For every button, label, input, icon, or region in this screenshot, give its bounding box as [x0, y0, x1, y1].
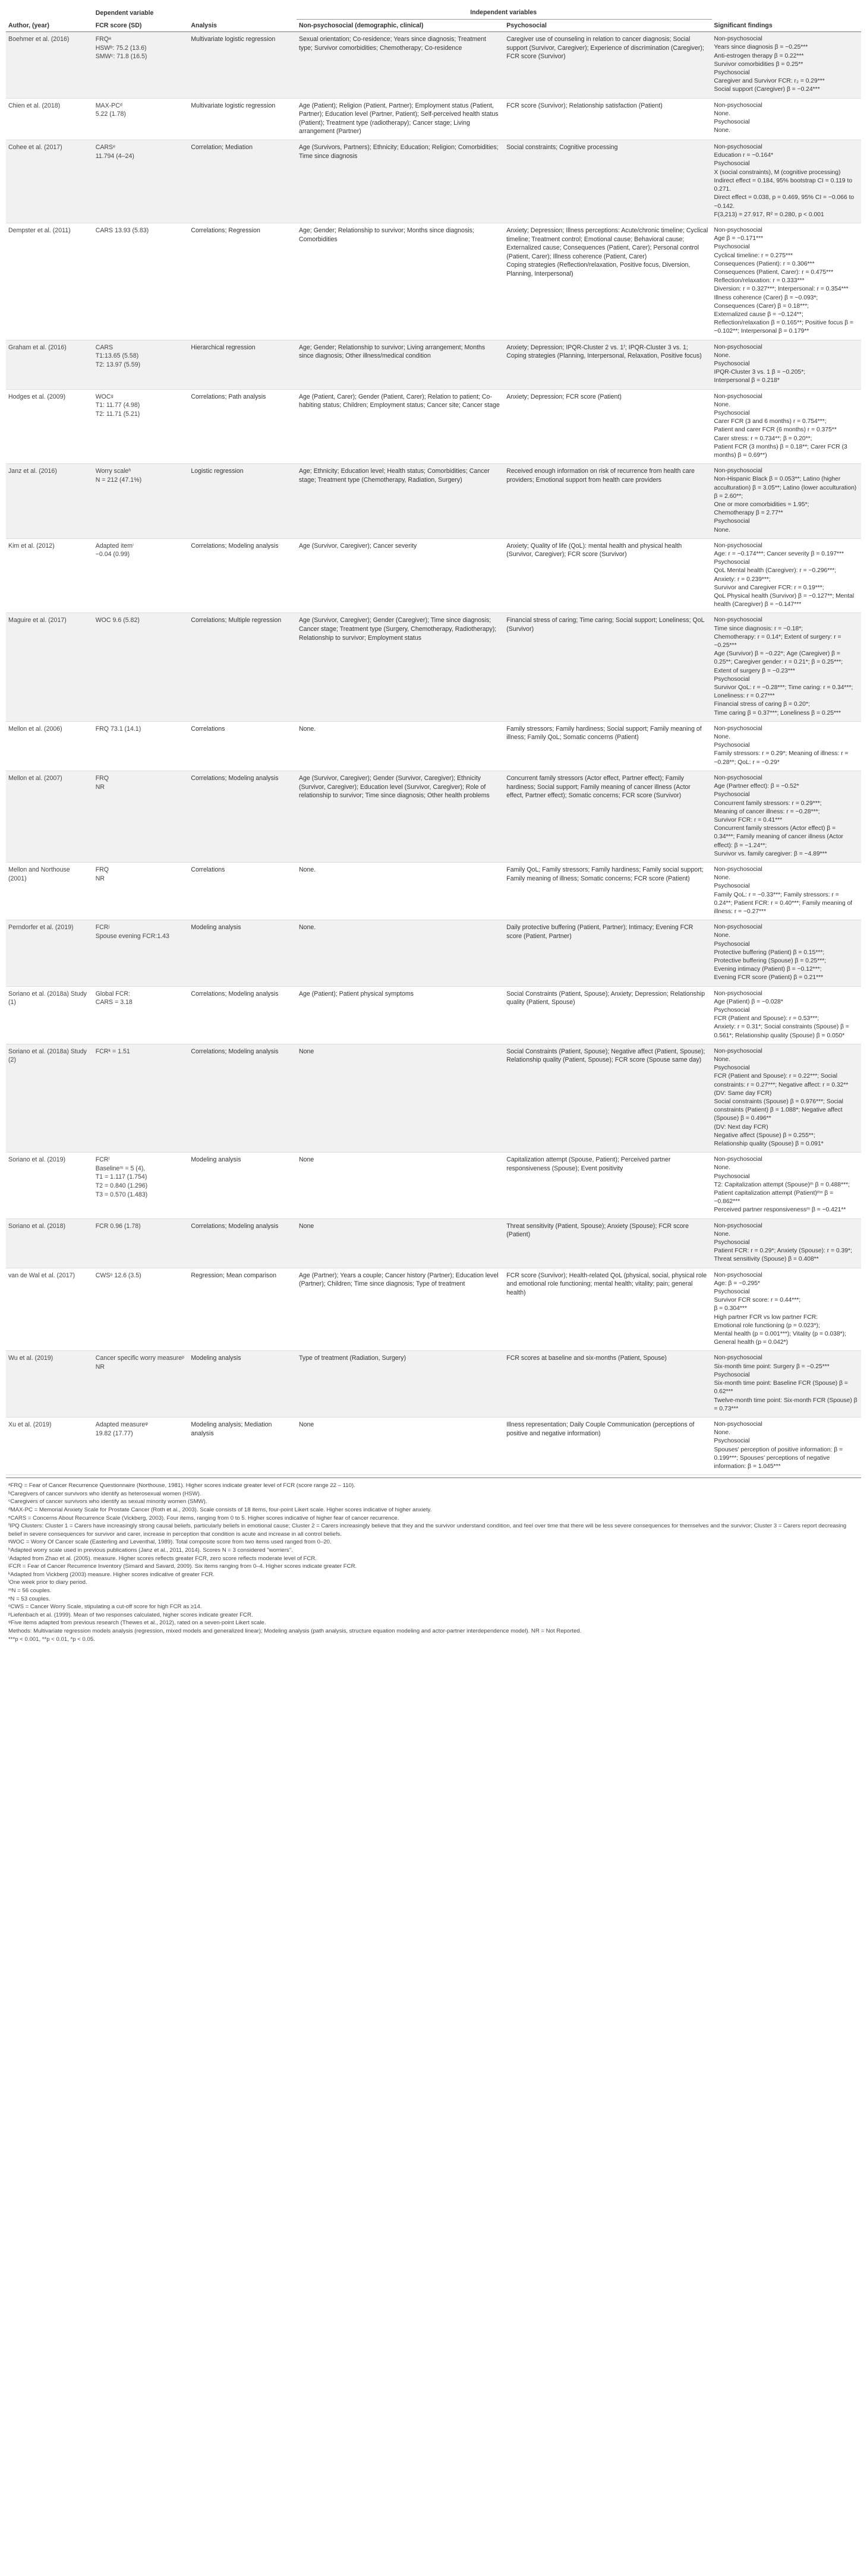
significant-findings-cell: Non-psychosocial None. Psychosocial Patient FCR: r = 0.29*; Anxiety (Spouse): r = 0.39*; Threat sensitivity (Spouse) β = 0.408**: [712, 1218, 862, 1268]
study-author-cell: Soriano et al. (2018a) Study (2): [6, 1044, 93, 1152]
study-author-cell: van de Wal et al. (2017): [6, 1268, 93, 1351]
study-author-cell: Dempster et al. (2011): [6, 223, 93, 340]
nonpsychosocial-variables-cell: None.: [297, 862, 504, 920]
nonpsychosocial-variables-cell: Age (Survivor, Caregiver); Cancer severity: [297, 538, 504, 613]
header-psychosocial: Psychosocial: [504, 19, 711, 32]
significant-findings-cell: Non-psychosocial None. Psychosocial Carer FCR (3 and 6 months) r = 0.754***; Patient and carer FCR (6 months) r = 0.375** Carer stress: r = 0.734**; β = 0.20**; Patient FCR (3 months) β = 0.18**; Carer FCR (3 months) β = 0.69**): [712, 389, 862, 464]
psychosocial-variables-cell: Anxiety; Quality of life (QoL): mental health and physical health (Survivor, Caregiver); FCR score (Survivor): [504, 538, 711, 613]
analysis-cell: Modeling analysis: [188, 920, 297, 986]
nonpsychosocial-variables-cell: Sexual orientation; Co-residence; Years since diagnosis; Treatment type; Survivor comorbidities; Chemotherapy; Co-residence: [297, 32, 504, 98]
significant-findings-cell: Non-psychosocial Time since diagnosis: r = −0.18*; Chemotherapy: r = 0.14*; Extent of surgery: r = −0.25*** Age (Survivor) β = −0.22*; Age (Caregiver) β = 0.25**; Caregiver gender: r = 0.21*; β = 0.25***; Extent of surgery β = −0.23*** Psychosocial Survivor QoL: r = −0.28***; Time caring: r = 0.34***; Loneliness: r = 0.27*** Financial stress of caring β = 0.20*; Time caring β = 0.37***; Loneliness β = 0.25***: [712, 613, 862, 721]
study-author-cell: Xu et al. (2019): [6, 1417, 93, 1475]
significant-findings-cell: Non-psychosocial Age: r = −0.174***; Cancer severity β = 0.197*** Psychosocial QoL Mental health (Caregiver): r = −0.296***; Anxiety: r = 0.239***; Survivor and Caregiver FCR: r = 0.19***; QoL Physical health (Survivor) β = −0.127**; Mental health (Caregiver) β = −0.147***: [712, 538, 862, 613]
analysis-cell: Hierarchical regression: [188, 340, 297, 389]
footnote: ᵃFRQ = Fear of Cancer Recurrence Questionnaire (Northouse, 1981). Higher scores indicate greater level of FCR (score range 22 – 110).: [8, 1482, 355, 1489]
fcr-score-cell: Worry scaleʰ N = 212 (47.1%): [93, 464, 189, 539]
nonpsychosocial-variables-cell: None: [297, 1044, 504, 1152]
nonpsychosocial-variables-cell: None: [297, 1218, 504, 1268]
significant-findings-cell: Non-psychosocial None. Psychosocial None.: [712, 98, 862, 140]
header-analysis-spacer: [188, 5, 297, 19]
significant-findings-cell: Non-psychosocial None. Psychosocial Protective buffering (Patient) β = 0.15***; Protective buffering (Spouse) β = 0.25***; Evening intimacy (Patient) β = −0.12***; Evening FCR score (Patient) β = 0.21***: [712, 920, 862, 986]
table-row: [6, 986, 861, 1044]
footnote: ᵍWOC = Worry Of Cancer scale (Easterling and Leventhal, 1989). Total composite score from two items used ranged from 0–20.: [8, 1539, 332, 1546]
table-row: [6, 340, 861, 389]
fcr-score-cell: FCR 0.96 (1.78): [93, 1218, 189, 1268]
fcr-score-cell: FCRˡ Baselineᵐ = 5 (4), T1 = 1.117 (1.754) T2 = 0.840 (1.296) T3 = 0.570 (1.483): [93, 1153, 189, 1218]
study-author-cell: Soriano et al. (2018): [6, 1218, 93, 1268]
footnote: ʰAdapted worry scale used in previous publications (Janz et al., 2011, 2014). Scores N = 3 considered "worriers".: [8, 1547, 293, 1554]
nonpsychosocial-variables-cell: Age (Patient, Carer); Gender (Patient, Carer); Relation to patient; Co-habiting status; Children; Employment status; Cancer site; Cancer stage: [297, 389, 504, 464]
footnote: ⁱAdapted from Zhao et al. (2005). measure. Higher scores reflects greater FCR, zero score reflects moderate level of FCR.: [8, 1555, 317, 1562]
footnote: ˡOne week prior to diary period.: [8, 1579, 87, 1586]
significant-findings-cell: Non-psychosocial None. Psychosocial FCR (Patient and Spouse): r = 0.22***; Social constraints: r = 0.27***; Negative affect: r = 0.32** (DV: Same day FCR) Social constraints (Spouse) β = 0.976***; Social constraints (Patient) β = 1.088*; Negative affect (Spouse) β = 0.496** (DV: Next day FCR) Negative affect (Spouse) β = 0.255**; Relationship quality (Spouse) β = 0.091*: [712, 1044, 862, 1152]
nonpsychosocial-variables-cell: Age; Gender; Relationship to survivor; Living arrangement; Months since diagnosis; Other illness/medical condition: [297, 340, 504, 389]
table-row: [6, 613, 861, 721]
footnote: ʲFCR = Fear of Cancer Recurrence Inventory (Simard and Savard, 2009). Six items ranging from 0–4. Higher scores indicate greater FCR.: [8, 1563, 357, 1570]
significant-findings-cell: Non-psychosocial None. Psychosocial Spouses' perception of positive information: β = 0.199***; Spouses' perceptions of negative information: β = 1.045***: [712, 1417, 862, 1475]
analysis-cell: Correlations; Regression: [188, 223, 297, 340]
study-author-cell: Kim et al. (2012): [6, 538, 93, 613]
table-row: [6, 862, 861, 920]
psychosocial-variables-cell: Daily protective buffering (Patient, Partner); Intimacy; Evening FCR score (Patient, Partner): [504, 920, 711, 986]
fcr-score-cell: CARSᵉ 11.794 (4–24): [93, 140, 189, 223]
analysis-cell: Regression; Mean comparison: [188, 1268, 297, 1351]
significant-findings-cell: Non-psychosocial Non-Hispanic Black β = 0.053**; Latino (higher acculturation) β = 3.05**; Latino (lower acculturation) β = 2.60**; One or more comorbidities = 1.95*; Chemotherapy β = 2.77** Psychosocial None.: [712, 464, 862, 539]
study-author-cell: Cohee et al. (2017): [6, 140, 93, 223]
footnote: ⁿN = 53 couples.: [8, 1595, 51, 1602]
nonpsychosocial-variables-cell: None: [297, 1153, 504, 1218]
nonpsychosocial-variables-cell: Age; Ethnicity; Education level; Health status; Comorbidities; Cancer stage; Treatment type (Chemotherapy, Radiation, Surgery): [297, 464, 504, 539]
analysis-cell: Correlation; Mediation: [188, 140, 297, 223]
analysis-cell: Correlations; Modeling analysis: [188, 1218, 297, 1268]
analysis-cell: Correlations; Modeling analysis: [188, 1044, 297, 1152]
header-nonpsychosocial: Non-psychosocial (demographic, clinical): [297, 19, 504, 32]
fcr-score-cell: FCRʲ Spouse evening FCR:1.43: [93, 920, 189, 986]
fcr-score-cell: CARS 13.93 (5.83): [93, 223, 189, 340]
table-row: [6, 98, 861, 140]
significant-findings-cell: Non-psychosocial Education r = −0.164* Psychosocial X (social constraints), M (cognitive processing) Indirect effect = 0.184, 95% bootstrap CI = 0.119 to 0.271. Direct effect = 0.038, p = 0.469, 95% CI = −0.066 to −0.142. F(3,213) = 27.917, R² = 0.280, p < 0.001: [712, 140, 862, 223]
psychosocial-variables-cell: Family QoL; Family stressors; Family hardiness; Family social support; Family meaning of illness; Somatic concerns; FCR score (Patient): [504, 862, 711, 920]
significant-findings-cell: Non-psychosocial Six-month time point: Surgery β = −0.25*** Psychosocial Six-month time point: Baseline FCR (Spouse) β = 0.62*** Twelve-month time point: Six-month FCR (Spouse) β = 0.73***: [712, 1351, 862, 1417]
psychosocial-variables-cell: Social Constraints (Patient, Spouse); Anxiety; Depression; Relationship quality (Patient, Spouse): [504, 986, 711, 1044]
nonpsychosocial-variables-cell: Age (Patient); Religion (Patient, Partner); Employment status (Patient, Partner); Education level (Partner, Patient); Self-perceived health status (Patient); Treatment type (radiotherapy); Cancer stage; Living arrangement (Partner): [297, 98, 504, 140]
study-author-cell: Soriano et al. (2018a) Study (1): [6, 986, 93, 1044]
footnote: ᶜCaregivers of cancer survivors who identify as sexual minority women (SMW).: [8, 1498, 207, 1505]
psychosocial-variables-cell: Financial stress of caring; Time caring; Social support; Loneliness; QoL (Survivor): [504, 613, 711, 721]
document-page: [6, 0, 861, 1649]
table-row: [6, 32, 861, 98]
header-findings-spacer: [712, 5, 862, 19]
study-author-cell: Chien et al. (2018): [6, 98, 93, 140]
analysis-cell: Correlations; Modeling analysis: [188, 771, 297, 862]
study-author-cell: Janz et al. (2016): [6, 464, 93, 539]
psychosocial-variables-cell: Social Constraints (Patient, Spouse); Negative affect (Patient, Spouse); Relationship quality (Patient, Spouse); FCR score (Spouse same day): [504, 1044, 711, 1152]
table-row: [6, 1351, 861, 1417]
nonpsychosocial-variables-cell: Age (Survivor, Caregiver); Gender (Survivor, Caregiver); Ethnicity (Survivor, Caregiver); Education level (Survivor, Caregiver); Role of relationship to survivor; Time since diagnosis; Other health problems: [297, 771, 504, 862]
study-author-cell: Boehmer et al. (2016): [6, 32, 93, 98]
analysis-cell: Multivariate logistic regression: [188, 32, 297, 98]
significant-findings-cell: Non-psychosocial None. Psychosocial T2: Capitalization attempt (Spouse)ᵐ β = 0.488***; Patient capitalization attempt (Patient)ᵐⁿ β = −0.862*** Perceived partner responsivenessᵐ β = −0.421**: [712, 1153, 862, 1218]
significant-findings-cell: Non-psychosocial None. Psychosocial IPQR-Cluster 3 vs. 1 β = −0.205*; Interpersonal β = 0.218*: [712, 340, 862, 389]
header-author: Author, (year): [6, 19, 93, 32]
table-row: [6, 1268, 861, 1351]
study-author-cell: Mellon et al. (2007): [6, 771, 93, 862]
nonpsychosocial-variables-cell: Age (Survivor, Caregiver); Gender (Caregiver); Time since diagnosis; Cancer stage; Treatment type (Surgery, Chemotherapy, Radiotherapy); Relationship to survivor; Employment status: [297, 613, 504, 721]
footnote: ***p < 0.001, **p < 0.01, *p < 0.05.: [8, 1636, 95, 1643]
fcr-studies-table: [6, 5, 861, 1475]
analysis-cell: Correlations; Multiple regression: [188, 613, 297, 721]
table-row: [6, 223, 861, 340]
significant-findings-cell: Non-psychosocial Age β = −0.171*** Psychosocial Cyclical timeline: r = 0.275*** Consequences (Patient): r = 0.306*** Consequences (Patient, Carer): r = 0.475*** Reflection/relaxation: r = 0.333*** Diversion: r = 0.327***; Interpersonal: r = 0.354*** Illness coherence (Carer) β = −0.093*; Consequences (Carer) β = 0.18***; Externalized cause β = −0.124**; Reflection/relaxation β = 0.165**; Positive focus β = −0.102**; Interpersonal β = 0.179**: [712, 223, 862, 340]
analysis-cell: Multivariate logistic regression: [188, 98, 297, 140]
footnote: ᵉCARS = Concerns About Recurrence Scale (Vickberg, 2003). Four items, ranging from 0 to 5. Higher scores indicative of higher fear of cancer recurrence.: [8, 1514, 399, 1521]
nonpsychosocial-variables-cell: None: [297, 1417, 504, 1475]
analysis-cell: Correlations; Modeling analysis: [188, 986, 297, 1044]
header-row-columns: [6, 19, 861, 32]
footnote: ᵇCaregivers of cancer survivors who identify as heterosexual women (HSW).: [8, 1490, 201, 1497]
significant-findings-cell: Non-psychosocial Age (Patient) β = −0.028* Psychosocial FCR (Patient and Spouse): r = 0.53***; Anxiety: r = 0.31*; Social constraints (Spouse) β = 0.561*; Relationship quality (Spouse) β = 0.050*: [712, 986, 862, 1044]
analysis-cell: Modeling analysis: [188, 1351, 297, 1417]
table-row: [6, 1153, 861, 1218]
fcr-score-cell: FRQᵃ HSWᵇ: 75.2 (13.6) SMWᶜ: 71.8 (16.5): [93, 32, 189, 98]
study-author-cell: Perndorfer et al. (2019): [6, 920, 93, 986]
study-author-cell: Maguire et al. (2017): [6, 613, 93, 721]
footnote: ᵐN = 56 couples.: [8, 1587, 52, 1595]
nonpsychosocial-variables-cell: Age; Gender; Relationship to survivor; Months since diagnosis; Comorbidities: [297, 223, 504, 340]
fcr-score-cell: WOC 9.6 (5.82): [93, 613, 189, 721]
significant-findings-cell: Non-psychosocial Age (Partner effect): β = −0.52* Psychosocial Concurrent family stressors: r = 0.29***; Meaning of cancer illness: r = −0.28***; Survivor FCR: r = 0.41*** Concurrent family stressors (Actor effect) β = 0.34***; Family meaning of cancer illness (Actor effect): β = −1.24**; Survivor vs. family caregiver: β = −4.89***: [712, 771, 862, 862]
header-dependent-group: Dependent variable: [95, 9, 154, 17]
fcr-score-cell: FRQ NR: [93, 862, 189, 920]
footnote: ᵖLiefenbach et al. (1999). Mean of two responses calculated, higher scores indicate greater FCR.: [8, 1611, 253, 1618]
nonpsychosocial-variables-cell: Type of treatment (Radiation, Surgery): [297, 1351, 504, 1417]
study-author-cell: Mellon and Northouse (2001): [6, 862, 93, 920]
table-header: [6, 5, 861, 32]
table-body: [6, 32, 861, 1475]
psychosocial-variables-cell: Anxiety; Depression; Illness perceptions: Acute/chronic timeline; Cyclical timeline; Treatment control; Emotional cause; Behavioral cause; Externalized cause; Consequences (Patient, Carer); Personal control (Patient, Carer); Illness coherence (Patient, Carer) Coping strategies (Reflection/relaxation, Positive focus, Diversion, Planning, Interpersonal): [504, 223, 711, 340]
study-author-cell: Hodges et al. (2009): [6, 389, 93, 464]
significant-findings-cell: Non-psychosocial None. Psychosocial Family QoL: r = −0.33***; Family stressors: r = 0.24**; Patient FCR: r = 0.40***; Family meaning of illness: r = −0.27***: [712, 862, 862, 920]
psychosocial-variables-cell: Threat sensitivity (Patient, Spouse); Anxiety (Spouse); FCR score (Patient): [504, 1218, 711, 1268]
analysis-cell: Correlations: [188, 862, 297, 920]
fcr-score-cell: Cancer specific worry measureᵖ NR: [93, 1351, 189, 1417]
psychosocial-variables-cell: Family stressors; Family hardiness; Social support; Family meaning of illness; Family QoL; Somatic concerns (Patient): [504, 721, 711, 771]
footnote: ᵠFive items adapted from previous research (Thewes et al., 2012), rated on a seven-point Likert scale.: [8, 1620, 266, 1627]
psychosocial-variables-cell: Anxiety; Depression; IPQR-Cluster 2 vs. 1ᶠ; IPQR-Cluster 3 vs. 1; Coping strategies (Planning, Interpersonal, Relaxation, Positive focus): [504, 340, 711, 389]
psychosocial-variables-cell: Social constraints; Cognitive processing: [504, 140, 711, 223]
table-row: [6, 920, 861, 986]
footnote: ᵏAdapted from Vickberg (2003) measure. Higher scores indicative of greater FCR.: [8, 1571, 215, 1578]
fcr-score-cell: FRQ NR: [93, 771, 189, 862]
table-footnotes: [6, 1478, 861, 1649]
footnote: Methods: Multivariate regression models analysis (regression, mixed models and generalized linear); Modeling analysis (path analysis, structure equation modeling and actor-partner interdependence model). NR = Not Reported.: [8, 1628, 582, 1635]
fcr-score-cell: FRQ 73.1 (14.1): [93, 721, 189, 771]
psychosocial-variables-cell: Capitalization attempt (Spouse, Patient); Perceived partner responsiveness (Spouse); Event positivity: [504, 1153, 711, 1218]
significant-findings-cell: Non-psychosocial None. Psychosocial Family stressors: r = 0.29*; Meaning of illness: r = −0.28**; QoL: r = −0.29*: [712, 721, 862, 771]
analysis-cell: Correlations: [188, 721, 297, 771]
study-author-cell: Graham et al. (2016): [6, 340, 93, 389]
psychosocial-variables-cell: FCR scores at baseline and six-months (Patient, Spouse): [504, 1351, 711, 1417]
footnote: ᵒCWS = Cancer Worry Scale, stipulating a cut-off score for high FCR as ≥14.: [8, 1603, 202, 1611]
psychosocial-variables-cell: Received enough information on risk of recurrence from health care providers; Emotional support from health care providers: [504, 464, 711, 539]
study-author-cell: Wu et al. (2019): [6, 1351, 93, 1417]
significant-findings-cell: Non-psychosocial Years since diagnosis β = −0.25*** Anti-estrogen therapy β = 0.22*** Survivor comorbidities β = 0.25** Psychosocial Caregiver and Survivor FCR: r₂ = 0.29*** Social support (Caregiver) β = −0.24***: [712, 32, 862, 98]
footnote: ᶠIPQ Clusters: Cluster 1 = Carers have increasingly strong causal beliefs, particularly beliefs in emotional cause; Cluster 2 = Carers increasingly believe that they and the survivor understand condition, and feel over time that there will be less severe consequences for themselves and the survivor; Cluster 3 = Carers report decreasing belief in severe consequences for survivor and carer, increase in perception that condition is acute and increase in all control beliefs.: [8, 1523, 847, 1538]
table-row: [6, 1417, 861, 1475]
header-row-group: [6, 5, 861, 19]
psychosocial-variables-cell: Illness representation; Daily Couple Communication (perceptions of positive and negative information): [504, 1417, 711, 1475]
study-author-cell: Mellon et al. (2006): [6, 721, 93, 771]
table-row: [6, 140, 861, 223]
table-row: [6, 771, 861, 862]
study-author-cell: Soriano et al. (2019): [6, 1153, 93, 1218]
fcr-score-cell: Adapted measureᵠ 19.82 (17.77): [93, 1417, 189, 1475]
header-significant-findings: Significant findings: [712, 19, 862, 32]
significant-findings-cell: Non-psychosocial Age: β = −0.295* Psychosocial Survivor FCR score: r = 0.44***; β = 0.304*** High partner FCR vs low partner FCR: Emotional role functioning (p = 0.023*); Mental health (p = 0.001***); Vitality (p = 0.038*); General health (p = 0.042*): [712, 1268, 862, 1351]
fcr-score-cell: CWSᵒ 12.6 (3.5): [93, 1268, 189, 1351]
analysis-cell: Correlations; Path analysis: [188, 389, 297, 464]
nonpsychosocial-variables-cell: None.: [297, 920, 504, 986]
fcr-score-cell: Global FCR: CARS = 3.18: [93, 986, 189, 1044]
table-row: [6, 389, 861, 464]
nonpsychosocial-variables-cell: None.: [297, 721, 504, 771]
psychosocial-variables-cell: Caregiver use of counseling in relation to cancer diagnosis; Social support (Survivor, Caregiver); Experience of discrimination (Caregiver); FCR score (Survivor): [504, 32, 711, 98]
header-independent-group: Independent variables: [297, 5, 712, 19]
fcr-score-cell: WOCᵍ T1: 11.77 (4.98) T2: 11.71 (5.21): [93, 389, 189, 464]
header-fcr-score: FCR score (SD): [93, 19, 189, 32]
psychosocial-variables-cell: Concurrent family stressors (Actor effect, Partner effect); Family hardiness; Social support; Family meaning of cancer illness (Actor effect, Partner effect); Somatic concerns; FCR score (Survivor): [504, 771, 711, 862]
header-author-spacer: [6, 5, 93, 19]
analysis-cell: Modeling analysis; Mediation analysis: [188, 1417, 297, 1475]
nonpsychosocial-variables-cell: Age (Survivors, Partners); Ethnicity; Education; Religion; Comorbidities; Time since diagnosis: [297, 140, 504, 223]
nonpsychosocial-variables-cell: Age (Partner); Years a couple; Cancer history (Partner); Education level (Partner); Children; Time since diagnosis; Type of treatment: [297, 1268, 504, 1351]
table-row: [6, 538, 861, 613]
fcr-score-cell: CARS T1:13.65 (5.58) T2: 13.97 (5.59): [93, 340, 189, 389]
psychosocial-variables-cell: FCR score (Survivor); Relationship satisfaction (Patient): [504, 98, 711, 140]
analysis-cell: Correlations; Modeling analysis: [188, 538, 297, 613]
psychosocial-variables-cell: Anxiety; Depression; FCR score (Patient): [504, 389, 711, 464]
analysis-cell: Logistic regression: [188, 464, 297, 539]
table-row: [6, 1044, 861, 1152]
nonpsychosocial-variables-cell: Age (Patient); Patient physical symptoms: [297, 986, 504, 1044]
table-row: [6, 464, 861, 539]
fcr-score-cell: Adapted itemⁱ −0.04 (0.99): [93, 538, 189, 613]
table-row: [6, 1218, 861, 1268]
footnote: ᵈMAX-PC = Memorial Anxiety Scale for Prostate Cancer (Roth et al., 2003). Scale consists of 18 items, four-point Likert scale. Higher scores indicative of higher anxiety.: [8, 1506, 432, 1513]
header-analysis: Analysis: [188, 19, 297, 32]
fcr-score-cell: FCRᵏ = 1.51: [93, 1044, 189, 1152]
analysis-cell: Modeling analysis: [188, 1153, 297, 1218]
fcr-score-cell: MAX-PCᵈ 5.22 (1.78): [93, 98, 189, 140]
table-row: [6, 721, 861, 771]
psychosocial-variables-cell: FCR score (Survivor); Health-related QoL (physical, social, physical role and emotional role functioning; mental health; vitality; pain; general health): [504, 1268, 711, 1351]
